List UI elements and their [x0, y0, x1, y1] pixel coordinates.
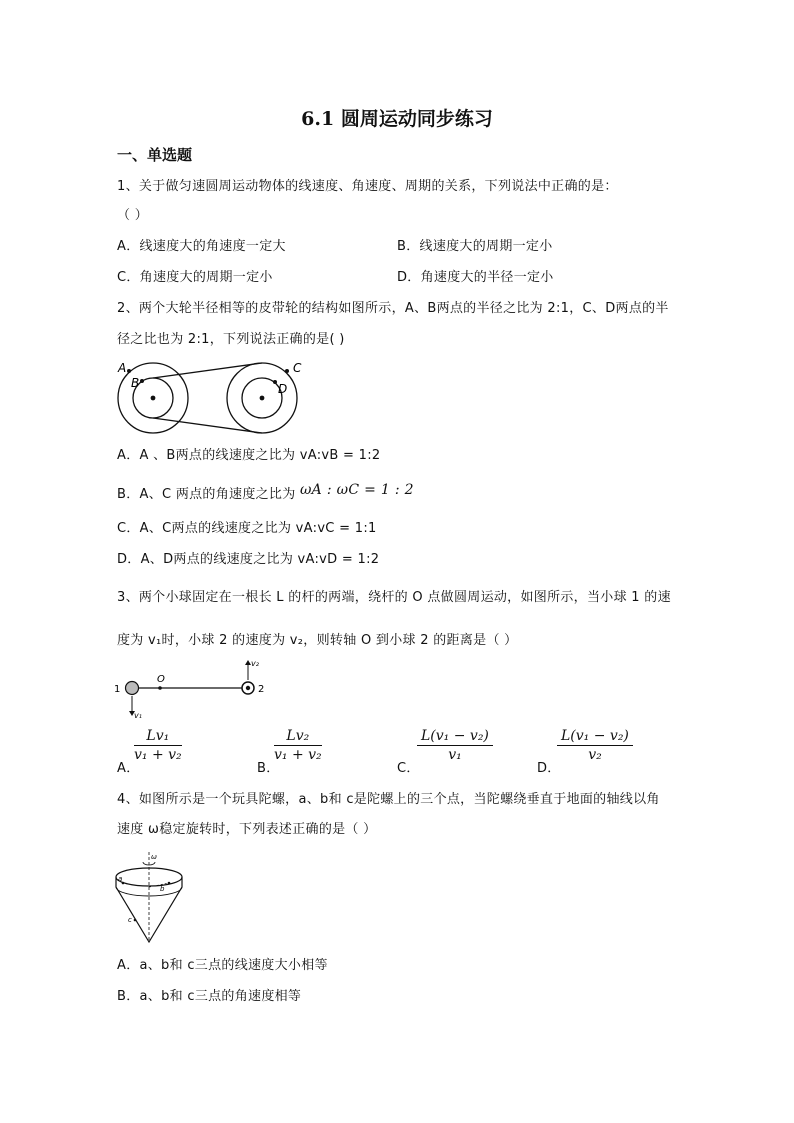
label-b: B: [131, 376, 140, 390]
point-c-top: [134, 919, 137, 922]
q3-option-d-den: v₂: [588, 747, 602, 763]
q3-option-c-fraction: [417, 728, 493, 763]
label-c: C: [293, 361, 302, 375]
q3-option-c-label: C．: [397, 761, 420, 776]
q3-stem-line1: 3、两个小球固定在一根长 L 的杆的两端，绕杆的 O 点做圆周运动，如图所示，当小球 1 的速: [117, 590, 671, 605]
label-v2: v₂: [251, 659, 259, 668]
q2-option-b: [117, 482, 414, 504]
label-ball-2: 2: [258, 684, 265, 695]
q1-option-a: A．线速度大的角速度一定大: [117, 239, 286, 254]
q3-option-a-num: Lv₁: [134, 728, 182, 746]
label-a-top: a: [118, 875, 123, 883]
q3-option-b-num: Lv₂: [274, 728, 322, 746]
q2-option-c: C．A、C两点的线速度之比为 vA:vC = 1:1: [117, 521, 377, 536]
q3-option-d-label: D．: [537, 761, 561, 776]
q3-option-a-fraction: [134, 728, 182, 763]
q1-stem: 1、关于做匀速圆周运动物体的线速度、角速度、周期的关系，下列说法中正确的是：: [117, 179, 618, 194]
q3-option-d-fraction: [557, 728, 633, 763]
q2-stem-line2: 径之比也为 2:1，下列说法正确的是( ): [117, 332, 345, 347]
q1-option-b: B．线速度大的周期一定小: [397, 239, 553, 254]
q3-option-b-den: v₁ + v₂: [274, 747, 322, 763]
label-a: A: [118, 361, 127, 375]
q3-option-d-num: L(v₁ − v₂): [557, 728, 633, 746]
point-b: [140, 379, 144, 383]
label-omega: ω: [151, 853, 157, 861]
q2-option-a: A．A 、B两点的线速度之比为 vA:vB = 1:2: [117, 448, 381, 463]
spinning-top-figure: [113, 850, 193, 946]
label-pivot: O: [157, 674, 165, 685]
point-b-top: [168, 882, 171, 885]
ball-1: [126, 682, 139, 695]
q4-stem-line1: 4、如图所示是一个玩具陀螺，a、b和 c是陀螺上的三个点，当陀螺绕垂直于地面的轴线以角: [117, 792, 660, 807]
belt-top: [153, 363, 262, 378]
q3-option-b-label: B．: [257, 761, 280, 776]
q3-option-b-fraction: [274, 728, 322, 763]
q4-option-a: A．a、b和 c三点的线速度大小相等: [117, 958, 328, 973]
point-c: [285, 369, 289, 373]
rod-balls-figure: [112, 656, 272, 722]
point-d: [273, 380, 277, 384]
section-heading: 一、单选题: [117, 146, 193, 164]
q4-option-b: B．a、b和 c三点的角速度相等: [117, 989, 302, 1004]
point-a: [127, 369, 131, 373]
page-title: 6.1 圆周运动同步练习: [301, 108, 493, 130]
q4-stem-line2: 速度 ω稳定旋转时，下列表述正确的是（ ）: [117, 822, 377, 837]
label-c-top: c: [128, 916, 132, 924]
q1-option-d: D．角速度大的半径一定小: [397, 270, 554, 285]
pivot-o: [158, 686, 162, 690]
q3-option-a-den: v₁ + v₂: [134, 747, 182, 763]
q3-stem-line2: 度为 v₁时，小球 2 的速度为 v₂，则转轴 O 到小球 2 的距离是（ ）: [117, 633, 518, 648]
q2-option-d: D．A、D两点的线速度之比为 vA:vD = 1:2: [117, 552, 380, 567]
label-b-top: b: [160, 885, 165, 893]
q1-blank: （ ）: [117, 208, 149, 223]
q1-option-c: C．角速度大的周期一定小: [117, 270, 273, 285]
q3-option-a-label: A．: [117, 761, 140, 776]
q2-option-b-formula: ωA : ωC = 1 : 2: [299, 482, 414, 498]
belt-bottom: [153, 418, 262, 433]
belt-pulley-figure: [117, 360, 317, 438]
label-ball-1: 1: [114, 684, 121, 695]
q3-option-c-den: v₁: [448, 747, 462, 763]
label-v1: v₁: [134, 711, 142, 720]
q2-stem-line1: 2、两个大轮半径相等的皮带轮的结构如图所示，A、B两点的半径之比为 2:1，C、D两点的半: [117, 301, 669, 316]
q2-option-b-text: B．A、C 两点的角速度之比为: [117, 487, 296, 502]
q3-option-c-num: L(v₁ − v₂): [417, 728, 493, 746]
label-d: D: [278, 382, 288, 396]
